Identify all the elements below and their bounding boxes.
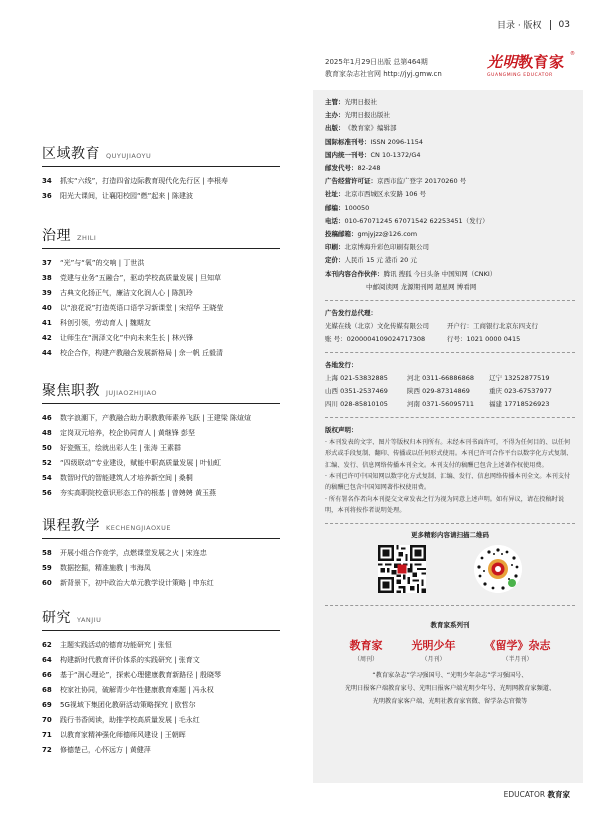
article-page: 69: [42, 701, 52, 709]
article-page: 37: [42, 259, 52, 267]
mini-program-code-icon[interactable]: [474, 545, 522, 593]
article-entry[interactable]: [42, 456, 280, 471]
magazine-series: [325, 637, 575, 663]
article-entry[interactable]: [42, 683, 280, 698]
info-value: 010-67071245 67071542 62253451（发行）: [344, 216, 489, 225]
magazine-name: 教育家: [349, 638, 383, 652]
article-title: “四级联动”专业建设，赋能中职高质量发展 | 叶仙虹: [60, 459, 222, 467]
info-row: [325, 109, 575, 122]
article-page: 70: [42, 716, 52, 724]
info-key: 国内统一刊号：: [325, 150, 371, 159]
distribution-contact: 重庆 023-67537977: [489, 386, 552, 395]
magazine-frequency: （月刊）: [421, 655, 446, 663]
info-row: [325, 215, 575, 228]
section-pinyin: ZHILI: [77, 234, 97, 242]
info-key: 主办：: [325, 111, 345, 120]
article-page: 52: [42, 459, 52, 467]
info-row: [325, 162, 575, 175]
article-entry[interactable]: [42, 426, 280, 441]
info-value: 《教育家》编辑部: [344, 124, 397, 133]
info-key: 投稿邮箱：: [325, 230, 358, 239]
article-title: 党建与业务“五融合”，驱动学校高质量发展 | 旦知草: [60, 274, 222, 282]
article-title: 好瓷甄玉，绘就出彩人生 | 张涛 王素群: [60, 444, 182, 452]
info-value: 京西市监广登字 20170260 号: [377, 177, 467, 186]
article-title: 阳光大课间，让襄阳校园“燃”起来 | 陈建波: [60, 192, 194, 200]
info-row: [325, 122, 575, 135]
info-row: [325, 136, 575, 149]
article-title: 数智时代的智能建筑人才培养新空间 | 桑桐: [60, 474, 193, 482]
article-page: 54: [42, 474, 52, 482]
article-title: 数据挖掘，精准施教 | 韦海凤: [60, 564, 151, 572]
partners-line-2: 中邮阅读网 龙源期刊网 超星网 博看网: [366, 282, 477, 291]
article-entry[interactable]: [42, 301, 280, 316]
section-title: 课程教学: [42, 518, 100, 534]
info-row: [325, 175, 575, 188]
article-entry[interactable]: [42, 668, 280, 683]
section-heading: [42, 515, 280, 539]
article-entry[interactable]: [42, 546, 280, 561]
toc-section: [42, 143, 280, 204]
article-entry[interactable]: [42, 728, 280, 743]
info-row: [325, 268, 575, 281]
media-line: 光明日报客户端教育家号、光明日报客户端光明少年号、光明网教育家频道、: [344, 684, 556, 692]
section-title: 区域教育: [42, 146, 100, 162]
article-page: 59: [42, 564, 52, 572]
distribution-contact: 辽宁 13252877519: [489, 373, 550, 382]
divider: [325, 523, 575, 524]
page-number: 03: [558, 19, 570, 30]
article-entry[interactable]: [42, 653, 280, 668]
info-key: 广告经营许可证：: [325, 177, 377, 186]
article-entry[interactable]: [42, 411, 280, 426]
info-value: gmjyjzz@126.com: [357, 230, 418, 239]
article-page: 48: [42, 429, 52, 437]
section-pinyin: KECHENGJIAOXUE: [106, 524, 171, 532]
media-line: 光明教育家客户端、光明社教育家官微、留学杂志官微等: [372, 697, 528, 705]
registered-mark: ®: [570, 51, 575, 57]
article-title: 以“浪花说”打造英语口语学习新课堂 | 宋绍华 王晓莹: [60, 304, 224, 312]
article-entry[interactable]: [42, 713, 280, 728]
article-entry[interactable]: [42, 471, 280, 486]
info-key: 邮发代号：: [325, 164, 358, 173]
distribution-contact: 山西 0351-2537469: [325, 386, 388, 395]
ad-account: 账 号：0200004109024717308: [325, 334, 426, 343]
article-title: 让师生在“润泽文化”中向未来生长 | 林兴锋: [60, 334, 194, 342]
info-key: 印刷：: [325, 243, 345, 252]
article-entry[interactable]: [42, 441, 280, 456]
article-title: 定岗双元培养，校企协同育人 | 黄继锋 彭坚: [60, 429, 196, 437]
info-key: 社址：: [325, 190, 345, 199]
media-line: “教育家杂志”学习强国号、“光明少年杂志”学习强国号、: [372, 671, 528, 679]
ad-agent-title: 广告发行总代理：: [325, 308, 377, 317]
article-page: 68: [42, 686, 52, 694]
section-title: 研究: [42, 610, 71, 626]
page-header: [497, 18, 570, 31]
ad-company: 光媒在线（北京）文化传媒有限公司: [325, 321, 429, 330]
info-row: [325, 228, 575, 241]
ad-bank: 开户行：工商银行北京东四支行: [447, 321, 538, 330]
article-page: 36: [42, 192, 52, 200]
article-page: 46: [42, 414, 52, 422]
article-entry[interactable]: [42, 638, 280, 653]
info-value: 光明日报社: [344, 98, 377, 106]
magazine-name: 光明少年: [411, 638, 456, 652]
magazine-frequency: （半月刊）: [502, 655, 533, 663]
info-value: 人民币 15 元 港币 20 元: [344, 256, 417, 265]
article-page: 42: [42, 334, 52, 342]
article-entry[interactable]: [42, 346, 280, 361]
ad-agent-details: [325, 320, 575, 346]
article-entry[interactable]: [42, 486, 280, 501]
info-key: 电话：: [325, 216, 345, 225]
article-entry[interactable]: [42, 698, 280, 713]
article-page: 44: [42, 349, 52, 357]
section-pinyin: YANJIU: [77, 616, 102, 624]
magazine-item[interactable]: [350, 637, 383, 663]
toc-section: [42, 515, 280, 591]
distribution-contact: 河南 0371-56095711: [407, 399, 475, 408]
article-page: 58: [42, 549, 52, 557]
article-title: 修德楚己，心怀远方 | 黄健萍: [60, 746, 151, 754]
info-key: 主管：: [325, 98, 345, 106]
distribution-contacts: [325, 372, 575, 411]
article-title: 主题实践活动的德育功能研究 | 张恒: [60, 641, 172, 649]
website[interactable]: 教育家杂志社官网 http://jyj.gmw.cn: [325, 70, 442, 78]
info-key: 国际标准刊号：: [325, 137, 371, 146]
article-title: 基于“润心理论”，探索心理健康教育新路径 | 殷晓琴: [60, 671, 222, 679]
distribution-contact: 河北 0311-66886868: [407, 373, 475, 382]
article-entry[interactable]: [42, 331, 280, 346]
masthead-panel: [313, 90, 583, 783]
info-row: [325, 202, 575, 215]
section-title: 聚焦职教: [42, 383, 100, 399]
article-page: 72: [42, 746, 52, 754]
info-value: 北京市西城区永安路 106 号: [344, 190, 427, 199]
article-page: 38: [42, 274, 52, 282]
article-list: [42, 174, 280, 204]
magazine-frequency: （周刊）: [353, 655, 378, 663]
section-pinyin: QUYUJIAOYU: [106, 152, 152, 160]
brand-logo: [487, 51, 575, 81]
article-page: 50: [42, 444, 52, 452]
article-list: [42, 638, 280, 758]
distribution-contact: 福建 17718526923: [489, 399, 550, 408]
divider: [325, 417, 575, 418]
qr-title: 更多精彩内容请扫描二维码: [411, 530, 489, 539]
divider: [325, 605, 575, 606]
magazine-name: 《留学》杂志: [484, 638, 551, 652]
info-value: 北京博海升彩色印刷有限公司: [344, 243, 429, 252]
info-row: [325, 241, 575, 254]
copyright-paragraph: · 本刊已许可中国知网以数字化方式复制、汇编、发行、信息网络传播本刊全文。本刊支付的稿酬已包含中国知网著作权使用费。: [325, 473, 571, 492]
section-heading: [42, 380, 280, 404]
info-value: 100050: [344, 203, 370, 212]
info-key: 邮编：: [325, 203, 345, 212]
info-value: 82-248: [357, 164, 381, 173]
copyright-title: 版权声明：: [325, 425, 358, 434]
info-value: 腾讯 搜狐 今日头条 中国知网（CNKI）: [383, 269, 497, 278]
article-title: “光”与“氧”的交响 | 丁世洪: [60, 259, 145, 267]
info-value: ISSN 2096-1154: [370, 137, 424, 146]
toc-section: [42, 380, 280, 501]
article-entry[interactable]: [42, 189, 280, 204]
article-title: 校企合作，构建产教融合发展新格局 | 余一帆 丘毅清: [60, 349, 224, 357]
qr-codes: [325, 545, 575, 593]
issue-info: [325, 56, 442, 80]
article-page: 60: [42, 579, 52, 587]
article-entry[interactable]: [42, 316, 280, 331]
media-channels: [325, 669, 575, 708]
article-page: 39: [42, 289, 52, 297]
article-list: [42, 256, 280, 361]
magazine-item[interactable]: [412, 637, 456, 663]
distribution-title: 各地发行：: [325, 360, 358, 369]
info-row: [325, 149, 575, 162]
info-row: [325, 188, 575, 201]
article-page: 64: [42, 656, 52, 664]
toc-section: [42, 225, 280, 361]
page-footer: [504, 789, 570, 800]
logo-english: GUANGMING EDUCATOR: [487, 73, 553, 78]
publication-details: [325, 96, 575, 281]
article-title: 以教育家精神强化师德师风建设 | 王朝晖: [60, 731, 186, 739]
article-title: 古典文化扬正气，廉洁文化润人心 | 陈凯玲: [60, 289, 193, 297]
info-row: [325, 254, 575, 267]
divider: [325, 352, 575, 353]
toc-section: [42, 607, 280, 758]
section-heading: [42, 607, 280, 631]
article-page: 56: [42, 489, 52, 497]
divider: [325, 300, 575, 301]
section-heading: [42, 225, 280, 249]
info-key: 本刊内容合作伙伴：: [325, 269, 384, 278]
footer-cn: 教育家: [547, 790, 570, 799]
section-pinyin: JUJIAOZHIJIAO: [106, 389, 157, 397]
section-title: 治理: [42, 228, 71, 244]
article-page: 66: [42, 671, 52, 679]
info-row: [325, 96, 575, 109]
info-value: 光明日报出版社: [344, 111, 390, 120]
article-entry[interactable]: [42, 561, 280, 576]
distribution-contact: 四川 028-85810105: [325, 399, 388, 408]
article-title: 践行书香阅读，助推学校高质量发展 | 毛永红: [60, 716, 200, 724]
article-entry[interactable]: [42, 256, 280, 271]
article-entry[interactable]: [42, 286, 280, 301]
info-value: CN 10-1372/G4: [370, 150, 421, 159]
wechat-qr-code-icon[interactable]: [378, 545, 426, 593]
issue-date: 2025年1月29日出版 总第464期: [325, 58, 428, 66]
article-entry[interactable]: [42, 271, 280, 286]
article-entry[interactable]: [42, 174, 280, 189]
article-list: [42, 411, 280, 501]
article-title: 数字浪潮下，产教融合助力职教教师素养飞跃 | 王建梁 陈煊煊: [60, 414, 252, 422]
article-page: 34: [42, 177, 52, 185]
section-heading: [42, 143, 280, 167]
copyright-paragraph: · 本刊发表的文字、图片等版权归本刊所有。未经本刊书面许可，不得为任何目的、以任何形式或手段复制、翻印、传播或以任何形式使用。本刊已许可合作平台以数字化方式复制、汇编、发行、信息网络传播本刊全文。本刊支付的稿酬已包含上述著作权使用费。: [325, 438, 573, 469]
distribution-contact: 上海 021-53832885: [325, 373, 388, 382]
article-entry[interactable]: [42, 576, 280, 591]
article-list: [42, 546, 280, 591]
article-page: 41: [42, 319, 52, 327]
article-title: 5G视域下集团化教研活动策略探究 | 欧哲尔: [60, 701, 196, 709]
article-title: 夯实高职院校意识形态工作的根基 | 曾娉娉 黄玉燕: [60, 489, 217, 497]
article-title: 新背景下，初中政治大单元教学设计策略 | 申东红: [60, 579, 214, 587]
article-title: 科创引领，劳动育人 | 魏期友: [60, 319, 151, 327]
copyright-notice: [325, 437, 575, 517]
magazine-item[interactable]: [485, 637, 551, 663]
info-key: 出版：: [325, 124, 345, 133]
article-entry[interactable]: [42, 743, 280, 758]
copyright-paragraph: · 所有署名作者向本刊提交文章发表之行为视为同意上述声明。如有异议，请在投稿时说明，本刊将按作者说明处理。: [325, 495, 565, 515]
article-page: 62: [42, 641, 52, 649]
article-page: 71: [42, 731, 52, 739]
section-label: 目录 · 版权: [496, 21, 542, 31]
article-title: 构建新时代教育评价体系的实践研究 | 张育文: [60, 656, 200, 664]
info-key: 定价：: [325, 256, 345, 265]
distribution-contact: 陕西 029-87314869: [407, 386, 470, 395]
header-divider: [550, 20, 551, 30]
series-title: 教育家系列刊: [430, 620, 470, 629]
article-page: 40: [42, 304, 52, 312]
logo-wordmark: 光明教育家: [487, 53, 565, 71]
article-title: 抓实“六线”，打造四省边际教育现代化先行区 | 李根寿: [60, 177, 229, 185]
article-title: 开展小组合作竞学，点燃课堂发展之火 | 宋连忠: [60, 549, 207, 557]
article-title: 校家社协同，破解青少年性健康教育难题 | 冯永权: [60, 686, 214, 694]
footer-en: EDUCATOR: [503, 790, 546, 799]
ad-bank-code: 行号：1021 0000 0415: [447, 334, 521, 343]
